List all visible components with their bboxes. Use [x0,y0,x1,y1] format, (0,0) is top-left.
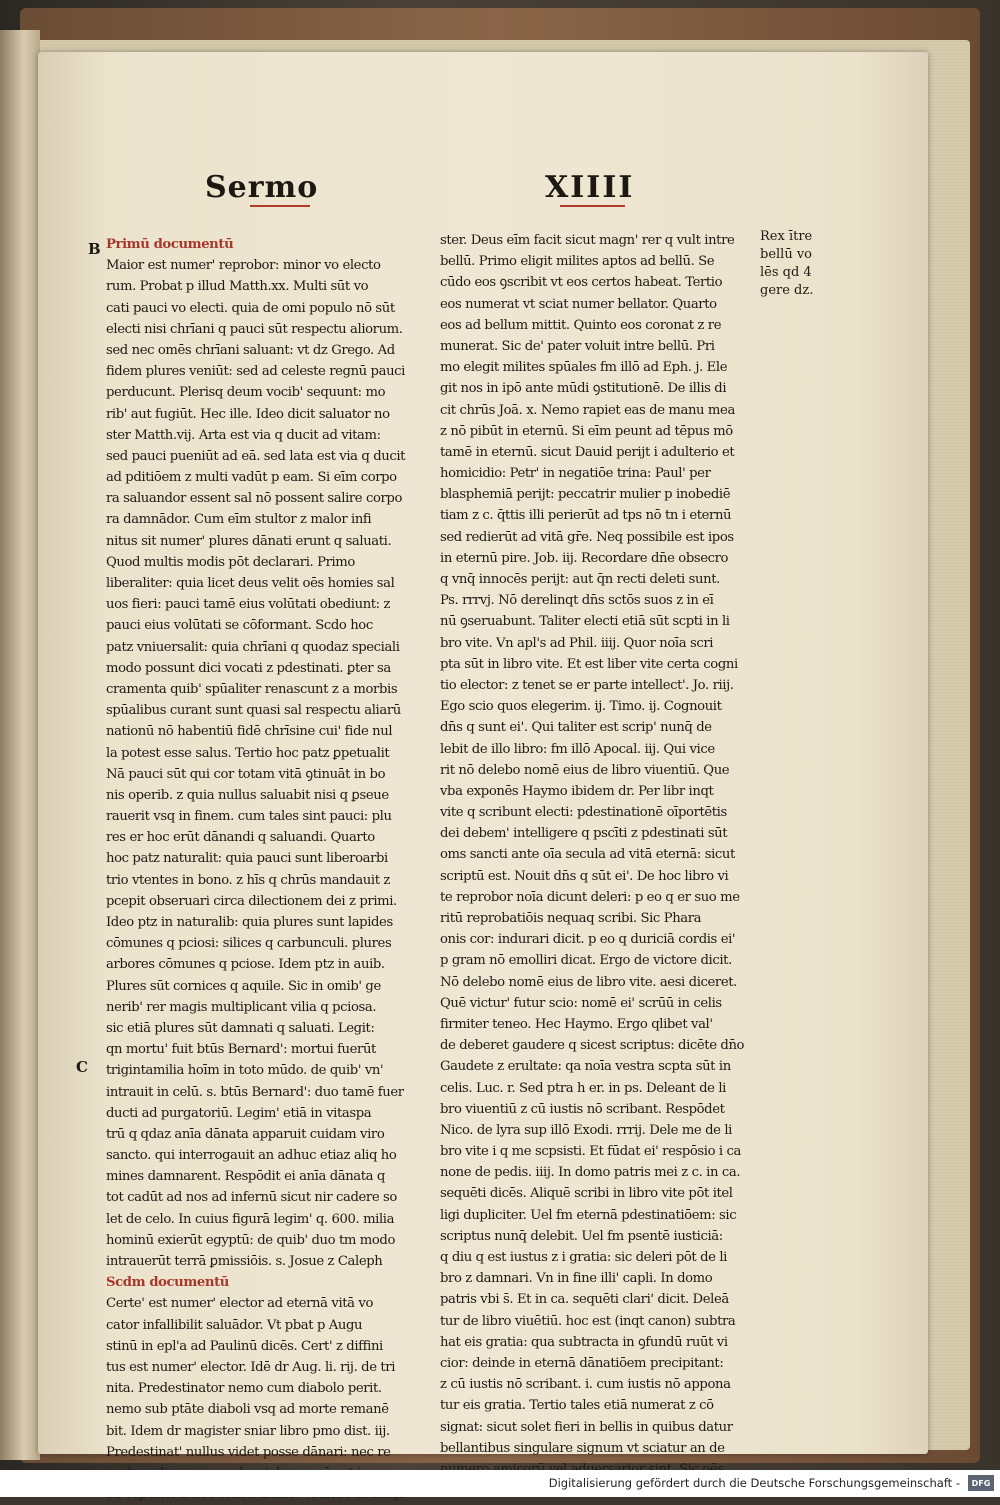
text-line: pta sūt in libro vite. Et est liber vite certa cogni [440,656,738,672]
text-line: tus est numer' elector. Idē dr Aug. li. rij. de tri [106,1359,396,1375]
section-heading: Scdm documentū [106,1275,229,1291]
text-line: perducunt. Plerisq deum vocib' sequunt: mo [106,385,386,401]
text-line: sed pauci pueniūt ad eā. sed lata est via q ducit [106,448,406,464]
text-line: hat eis gratia: qua subtracta in ꝯfundū ruūt vi [440,1334,728,1350]
text-line: Maior est numer' reprobor: minor vo electo [106,258,381,274]
text-line: de deberet gaudere q sicest scriptus: dicēte dn̄o [440,1038,745,1054]
text-line: ad pditiōem z multi vadūt p eam. Si eīm corpo [106,470,397,486]
text-line: patris vbi s̄. Et in ca. sequēti clari' dicit. Deleā [440,1292,729,1308]
text-line: cati pauci vo electi. quia de omi populo nō sūt [106,300,395,316]
text-line: fidem plures veniūt: sed ad celeste regnū pauci [106,364,405,380]
head-red-underline [560,205,625,207]
text-line: modo possunt dici vocati z pdestinati. ꝑter sa [106,660,391,676]
text-line: rauerit vsq in finem. cum tales sint pauci: plu [106,809,392,825]
text-line: scriptū est. Nouit dn̄s q sūt ei'. De hoc libro vi [440,868,729,884]
text-line: tamē in eternū. sicut Dauid perijt i adulterio et [440,444,735,460]
text-line: cōmunes q pciosi: silices q carbunculi. plures [106,936,392,952]
text-line: ritū reprobatiōis nequaq scribi. Sic Phara [440,911,702,926]
text-line: p gram nō emolliri dicat. Ergo de victore dicit. [440,953,732,969]
text-line: Nico. de lyra sup illō Exodi. rrrij. Dele me de li [440,1122,732,1138]
text-line: ster Matth.vij. Arta est via q ducit ad vitam: [106,427,381,443]
left-text-column [106,234,428,1505]
text-line: rib' aut fugiūt. Hec ille. Ideo dicit saluator no [106,406,390,422]
text-line: ra damnādor. Cum eīm stultor z malor infi [106,512,372,528]
head-red-underline [250,205,310,207]
text-line: tiam z c. q̄ttis illi perierūt ad tps nō tn i eternū [440,508,732,524]
text-line: bellantibus singulare signum vt sciatur an de [440,1440,725,1456]
text-line: nita. Predestinator nemo cum diabolo perit. [106,1381,382,1397]
text-line: bro viuentiū z cū iustis nō scribant. Respōdet [440,1101,725,1117]
text-line: tur de libro viuētiū. hoc est (inqt canon) subtra [440,1313,736,1329]
text-line: uos fieri: pauci tamē eius volūtati obediunt: z [106,597,391,613]
text-line: cior: deinde in eternā dānatiōem precipitant: [440,1355,724,1371]
text-line: Nō delebo nomē eius de libro vite. aesi diceret. [440,974,737,990]
text-line: bro vite i q me scpsisti. Et fūdat ei' respōsio i ca [440,1144,741,1160]
text-line: sancto. qui interrogauit an adhuc etiaz aliq ho [106,1148,397,1164]
text-line: Nā pauci sūt qui cor totam vitā ꝯtinuāt in bo [106,766,386,782]
text-line: let de celo. In cuius figurā legim' q. 600. milia [106,1211,395,1227]
text-line: liberaliter: quia licet deus velit oēs homies sal [106,576,395,591]
text-line: nemo sub ptāte diaboli vsq ad morte remanē [106,1402,389,1418]
text-line: Predestinat' nullus videt posse dānari: nec re [106,1444,391,1460]
text-line: blasphemiā perijt: peccatrir mulier p inobediē [440,487,731,503]
section-heading: Primū documentū [106,237,234,252]
text-line: tio elector: z tenet se er parte intellect'. Jo. riij. [440,677,734,693]
marginal-note [760,228,820,300]
text-line: intrauit in celū. s. btūs Bernard': duo tamē fuer [106,1084,404,1100]
text-line: homicidio: Petr' in negatiōe trina: Paul' per [440,466,711,482]
text-line: Plures sūt cornices q aquile. Sic in omib' ge [106,978,381,994]
marginal-note-line: gere dz. [760,283,814,298]
text-line: lebit de illo libro: fm illō Apocal. iij. Qui vice [440,741,715,757]
text-line: z nō pibūt in eternū. Si eīm peunt ad tēpus mō [440,423,733,439]
text-line: la potest esse salus. Tertio hoc patz ꝑpetualit [106,745,390,761]
text-line: mo elegit milites spūales fm illō ad Eph. j. Ele [440,360,728,376]
text-line: rum. Probat p illud Matth.xx. Multi sūt vo [106,279,369,295]
dfg-logo: DFG [968,1475,994,1491]
text-line: dei debem' intelligere q pscīti z pdestinati sūt [440,826,728,842]
text-line: tur eis gratia. Tertio tales etiā numerat z cō [440,1398,714,1414]
running-head-sermo: Sermo [205,170,319,205]
text-line: scriptus nunq̄ delebit. Uel fm psentē iusticiā: [440,1228,723,1244]
text-line: pcepit obseruari circa dilectionem dei z primi. [106,893,397,909]
text-line: ra saluandor essent sal nō possent salire corpo [106,491,403,507]
text-line: qn mortu' fuit btūs Bernard': mortui fuerūt [106,1042,376,1058]
text-line: ster. Deus eīm facit sicut magn' rer q vult intre [440,233,735,248]
margin-letter-b: B [88,240,101,258]
text-line: nū ꝯseruabunt. Taliter electi etiā sūt scpti in li [440,614,730,630]
text-line: git nos in ipō ante mūdi ꝯstitutionē. De illis di [440,381,727,397]
text-line: q diu q est iustus z i gratia: sic deleri pōt de li [440,1250,727,1265]
text-line: nerib' rer magis multiplicant vilia q pciosa. [106,999,377,1015]
text-line: Ideo ptz in naturalib: quia plures sunt lapides [106,915,393,930]
text-line: stinū in epl'a ad Paulinū dicēs. Cert' z diffini [106,1338,383,1354]
text-line: Ps. rrrvj. Nō derelinqt dn̄s sctōs suos z in eī [440,593,714,609]
text-line: munerat. Sic de' pater voluit intre bellū. Pri [440,338,715,354]
text-line: spūalibus curant sunt quasi sal respectu aliarū [106,703,401,719]
text-line: cator infallibilit saluādor. Vt pbat p Augu [106,1317,363,1333]
text-line: hoc patz naturalit: quia pauci sunt liberoarbi [106,851,388,867]
right-text-column [440,230,760,1501]
text-line: electi nisi chrīani q pauci sūt respectu aliorum. [106,321,403,337]
text-line: sed redierūt ad vitā gr̄e. Neq possibile est ipos [440,529,734,545]
text-line: hominū exierūt egyptū: de quib' duo tm modo [106,1232,395,1248]
text-line: bro vite. Vn apl's ad Phil. iiij. Quor noīa scri [440,635,714,651]
text-line: Gaudete z erultate: qa noīa vestra scpta sūt in [440,1059,731,1075]
text-line: trigintamilia hoīm in toto mūdo. de quib' vn' [106,1063,384,1079]
text-line: onis cor: indurari dicit. p eo q duriciā cordis ei' [440,932,736,948]
text-line: eos ad bellum mittit. Quinto eos coronat z re [440,317,722,333]
text-line: ducti ad purgatoriū. Legim' etiā in vitaspa [106,1105,372,1121]
text-line: eos numerat vt sciat numer bellator. Quarto [440,296,717,312]
text-line: sed nec omēs chrīani saluant: vt dz Grego. Ad [106,342,395,358]
text-line: q vnq̄ innocēs perijt: aut q̄n recti deleti sunt. [440,572,720,587]
text-line: tot cadūt ad nos ad infernū sicut nir cadere so [106,1190,397,1206]
text-line: Quod multis modis pōt declarari. Primo [106,554,355,570]
text-line: te reprobor noīa dicunt deleri: p eo q er suo me [440,889,740,905]
text-line: sequēti dicēs. Aliquē scribi in libro vite pōt itel [440,1186,733,1202]
marginal-note-line: lēs qd 4 [760,265,812,280]
text-line: sic etiā plures sūt damnati q saluati. Legit: [106,1020,375,1036]
text-line: intrauerūt terrā ꝑmissiōis. s. Josue z Caleph [106,1254,383,1269]
text-line: z cū iustis nō scribant. i. cum iustis nō appona [440,1377,731,1393]
text-line: bro z damnari. Vn in fine illi' capli. In domo [440,1271,713,1287]
footer-bar [0,1470,1000,1497]
text-line: patz vniuersalit: quia chrīani q quodaz speciali [106,639,400,655]
text-line: trū q qdaz anīa dānata apparuit cuidam viro [106,1126,385,1142]
funding-credit: Digitalisierung gefördert durch die Deutsche Forschungsgemeinschaft - [548,1476,960,1490]
text-line: pauci eius volūtati se cōformant. Scdo hoc [106,618,373,634]
text-line: mines damnarent. Respōdit ei anīa dānata q [106,1169,385,1185]
text-line: ligi dupliciter. Uel fm eternā pdestinatiōem: sic [440,1207,737,1223]
text-line: Quē victur' futur scio: nomē ei' scrūū in celis [440,995,722,1011]
text-line: signat: sicut solet fieri in bellis in quibus datur [440,1419,733,1435]
marginal-note-line: bellū vo [760,247,813,262]
text-line: arbores cōmunes q pciose. Idem ptz in auib. [106,957,385,973]
text-line: dn̄s q sunt ei'. Qui taliter est scrip' nunq̄ de [440,720,712,736]
text-line: nationū nō habentiū fidē chrīsine cui' fide nul [106,724,393,740]
text-line: none de pedis. iiij. In domo patris mei z c. in ca. [440,1165,741,1181]
text-line: rit nō delebo nomē eius de libro viuentiū. Que [440,762,730,778]
text-line: nitus sit numer' plures dānati erunt q saluati. [106,533,392,549]
text-line: nis operib. z quia nullus saluabit nisi q ꝑseue [106,787,389,803]
margin-letter-c: C [76,1058,88,1076]
text-line: bellū. Primo eligit milites aptos ad bellū. Se [440,254,715,270]
text-line: trio vtentes in bono. z hīs q chrūs mandauit z [106,872,390,888]
text-line: celis. Luc. r. Sed ptra h er. in ps. Deleant de li [440,1080,726,1096]
marginal-note-line: Rex ītre [760,229,813,244]
text-line: oms sancti ante oīa secula ad vitā eternā: sicut [440,847,735,863]
text-line: res er hoc erūt dānandi q saluandi. Quarto [106,830,375,846]
text-line: bit. Idem dr magister sniar libro pmo dist. iij. [106,1423,390,1439]
text-line: in eternū pire. Job. iij. Recordare dn̄e obsecro [440,550,729,566]
text-line: firmiter teneo. Hec Haymo. Ergo qlibet val' [440,1016,713,1032]
text-line: cramenta quib' spūaliter renascunt z a morbis [106,681,398,697]
text-line: vite q scribunt electi: pdestinationē oīportētis [440,805,727,821]
text-line: cūdo eos ꝯscribit vt eos certos habeat. Tertio [440,275,723,291]
text-line: Certe' est numer' elector ad eternā vitā vo [106,1296,374,1312]
text-line: vba exponēs Haymo ibidem dr. Per libr inqt [440,783,714,799]
text-line: Ego scio quos elegerim. ij. Timo. ij. Cognouit [440,699,722,715]
previous-page-fragment [0,30,40,1460]
text-line: cit chrūs Joā. x. Nemo rapiet eas de manu mea [440,402,735,418]
running-head-number: XIIII [545,170,635,205]
